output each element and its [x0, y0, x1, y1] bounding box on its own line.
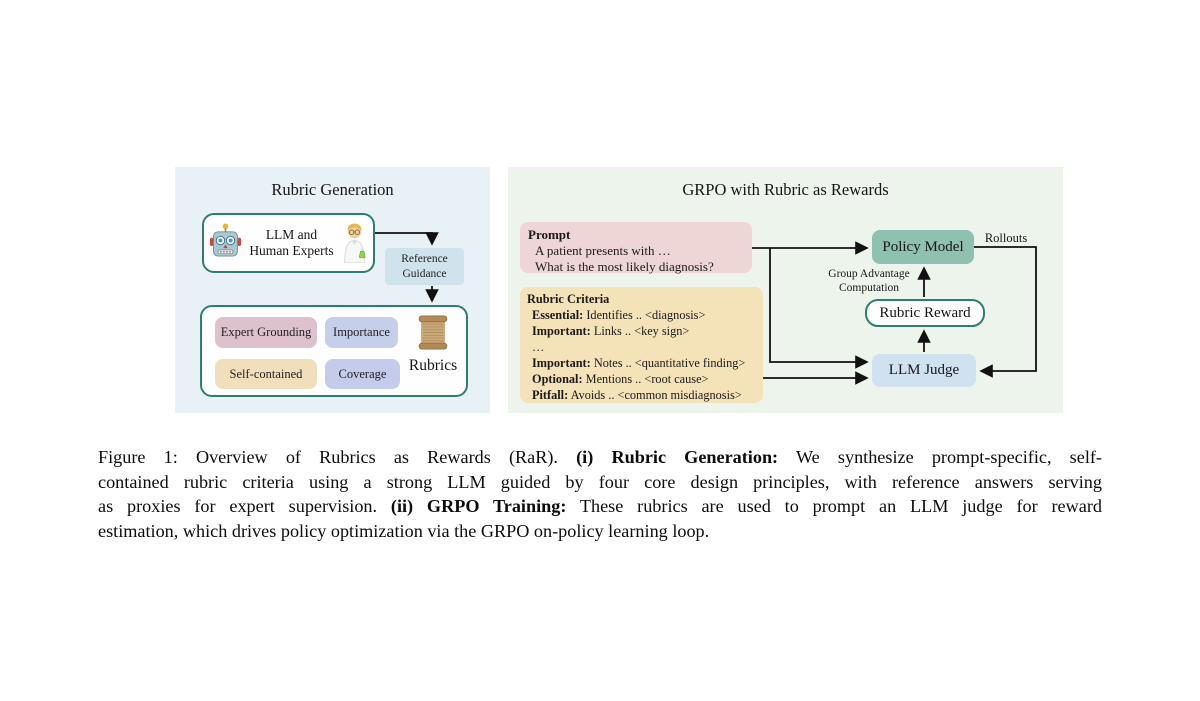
- pill-coverage: Coverage: [325, 359, 400, 389]
- caption-bold: (i) Rubric Generation:: [576, 447, 779, 467]
- group-advantage-label: [806, 268, 932, 295]
- caption-line: [98, 470, 1102, 495]
- right-panel-title: GRPO with Rubric as Rewards: [682, 180, 889, 199]
- criteria-item-text: …: [532, 339, 545, 354]
- criteria-item-text: Mentions .. <root cause>: [582, 371, 709, 386]
- reference-guidance-line2: Guidance: [402, 267, 447, 280]
- reference-guidance-box: [385, 248, 464, 285]
- rollouts-label: Rollouts: [984, 231, 1028, 245]
- left-panel-title: Rubric Generation: [271, 180, 394, 199]
- rubrics-column: [400, 314, 466, 375]
- group-advantage-line1: Group Advantage: [828, 268, 910, 280]
- rubric-criteria-box: [520, 287, 763, 403]
- reference-guidance-line1: Reference: [401, 253, 448, 266]
- caption-line: [98, 445, 1102, 470]
- criteria-item-label: Optional:: [532, 371, 583, 386]
- criteria-item-text: Avoids .. <common misdiagnosis>: [568, 387, 742, 402]
- pill-self-contained: Self-contained: [215, 359, 317, 389]
- criteria-item-text: Notes .. <quantitative finding>: [590, 355, 746, 370]
- pill-importance: Importance: [325, 317, 398, 348]
- policy-model-node: Policy Model: [872, 230, 974, 264]
- caption-text: as proxies for expert supervision.: [98, 496, 391, 517]
- criteria-item-label: Pitfall:: [532, 387, 569, 402]
- figure-caption: [98, 445, 1102, 543]
- prompt-box: [520, 222, 752, 273]
- criteria-item: [527, 324, 756, 340]
- caption-text: estimation, which drives policy optimization via the GRPO on-policy learning loop.: [98, 520, 710, 541]
- robot-icon: [209, 222, 242, 264]
- scroll-icon: [415, 338, 451, 355]
- criteria-item: [527, 340, 756, 356]
- scientist-icon: [341, 218, 368, 268]
- caption-text: Figure 1: Overview of Rubrics as Rewards (RaR).: [98, 447, 577, 467]
- pill-expert-grounding: Expert Grounding: [215, 317, 317, 348]
- prompt-line1: A patient presents with …: [535, 242, 671, 258]
- caption-text: We synthesize prompt-specific, self-: [778, 447, 1102, 467]
- experts-label-line2: Human Experts: [249, 243, 334, 258]
- rubrics-label: Rubrics: [408, 357, 458, 374]
- criteria-item: [527, 308, 756, 324]
- criteria-item-label: Essential:: [532, 307, 584, 322]
- criteria-item-label: Important:: [532, 323, 591, 338]
- rubric-reward-node: Rubric Reward: [865, 299, 985, 327]
- criteria-title: Rubric Criteria: [527, 292, 610, 306]
- rubric-generation-panel: [175, 167, 490, 413]
- prompt-line2: What is the most likely diagnosis?: [535, 258, 714, 274]
- llm-human-experts-box: [202, 213, 375, 273]
- prompt-title: Prompt: [528, 227, 571, 242]
- caption-text: These rubrics are used to prompt an LLM judge for reward: [566, 496, 1102, 517]
- experts-label: [242, 227, 341, 259]
- criteria-item-text: Links .. <key sign>: [590, 323, 690, 338]
- criteria-item: [527, 356, 756, 372]
- criteria-item: [527, 372, 756, 388]
- criteria-item: [527, 388, 756, 404]
- llm-judge-node: LLM Judge: [872, 354, 976, 387]
- caption-bold: (ii) GRPO Training:: [390, 496, 567, 517]
- caption-text: contained rubric criteria using a strong LLM guided by four core design principles, with reference answers serving: [98, 471, 1102, 492]
- criteria-item-label: Important:: [532, 355, 591, 370]
- experts-label-line1: LLM and: [265, 226, 318, 242]
- criteria-item-text: Identifies .. <diagnosis>: [583, 307, 706, 322]
- design-principles-box: [200, 305, 468, 397]
- caption-line: [98, 494, 1102, 519]
- grpo-panel: [508, 167, 1063, 413]
- group-advantage-line2: Computation: [838, 281, 900, 294]
- caption-line: [98, 519, 1102, 544]
